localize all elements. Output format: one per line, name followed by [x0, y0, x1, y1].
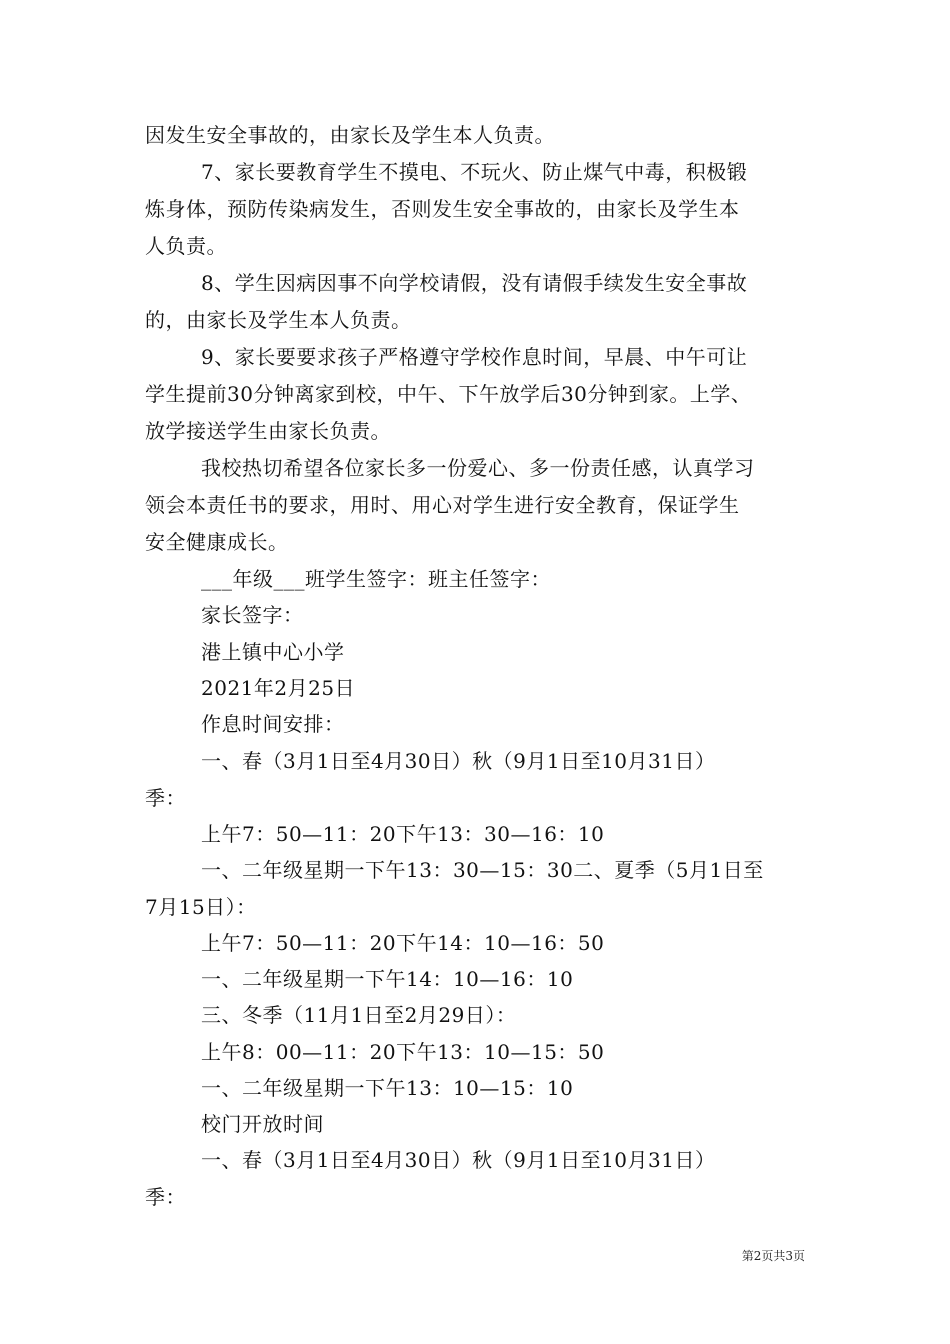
paragraph-line: 人负责。: [145, 234, 227, 258]
paragraph-line: 炼身体，预防传染病发生，否则发生安全事故的，由家长及学生本: [145, 197, 740, 221]
paragraph-line: 9、家长要要求孩子严格遵守学校作息时间，早晨、中午可让: [201, 345, 748, 369]
schedule-line: 一、二年级星期一下午14：10—16：10: [201, 967, 574, 991]
schedule-line: 一、春（3月1日至4月30日）秋（9月1日至10月31日）: [201, 749, 716, 773]
signature-line: ___年级___班学生签字：班主任签字：: [201, 567, 551, 591]
schedule-line: 一、二年级星期一下午13：10—15：10: [201, 1076, 574, 1100]
paragraph-line: 我校热切希望各位家长多一份爱心、多一份责任感，认真学习: [201, 456, 755, 480]
schedule-line: 一、春（3月1日至4月30日）秋（9月1日至10月31日）: [201, 1148, 716, 1172]
schedule-line: 上午7：50—11：20下午14：10—16：50: [201, 931, 605, 955]
section-heading: 作息时间安排：: [201, 712, 345, 736]
document-date: 2021年2月25日: [201, 676, 356, 700]
schedule-line: 一、二年级星期一下午13：30—15：30二、夏季（5月1日至: [201, 858, 764, 882]
section-heading: 校门开放时间: [201, 1112, 324, 1136]
parent-signature-line: 家长签字：: [201, 603, 304, 627]
schedule-line: 7月15日）：: [145, 895, 257, 919]
paragraph-line: 学生提前30分钟离家到校，中午、下午放学后30分钟到家。上学、: [145, 382, 752, 406]
paragraph-line: 因发生安全事故的，由家长及学生本人负责。: [145, 123, 555, 147]
schedule-line: 上午7：50—11：20下午13：30—16：10: [201, 822, 605, 846]
paragraph-line: 8、学生因病因事不向学校请假，没有请假手续发生安全事故: [201, 271, 748, 295]
schedule-line: 三、冬季（11月1日至2月29日）：: [201, 1003, 517, 1027]
schedule-line: 季：: [145, 786, 186, 810]
paragraph-line: 的，由家长及学生本人负责。: [145, 308, 412, 332]
paragraph-line: 安全健康成长。: [145, 530, 289, 554]
paragraph-line: 放学接送学生由家长负责。: [145, 419, 391, 443]
school-name: 港上镇中心小学: [201, 640, 345, 664]
page-number: 第2页共3页: [741, 1249, 805, 1263]
schedule-line: 上午8：00—11：20下午13：10—15：50: [201, 1040, 605, 1064]
paragraph-line: 领会本责任书的要求，用时、用心对学生进行安全教育，保证学生: [145, 493, 740, 517]
paragraph-line: 7、家长要教育学生不摸电、不玩火、防止煤气中毒，积极锻: [201, 160, 748, 184]
schedule-line: 季：: [145, 1185, 186, 1209]
